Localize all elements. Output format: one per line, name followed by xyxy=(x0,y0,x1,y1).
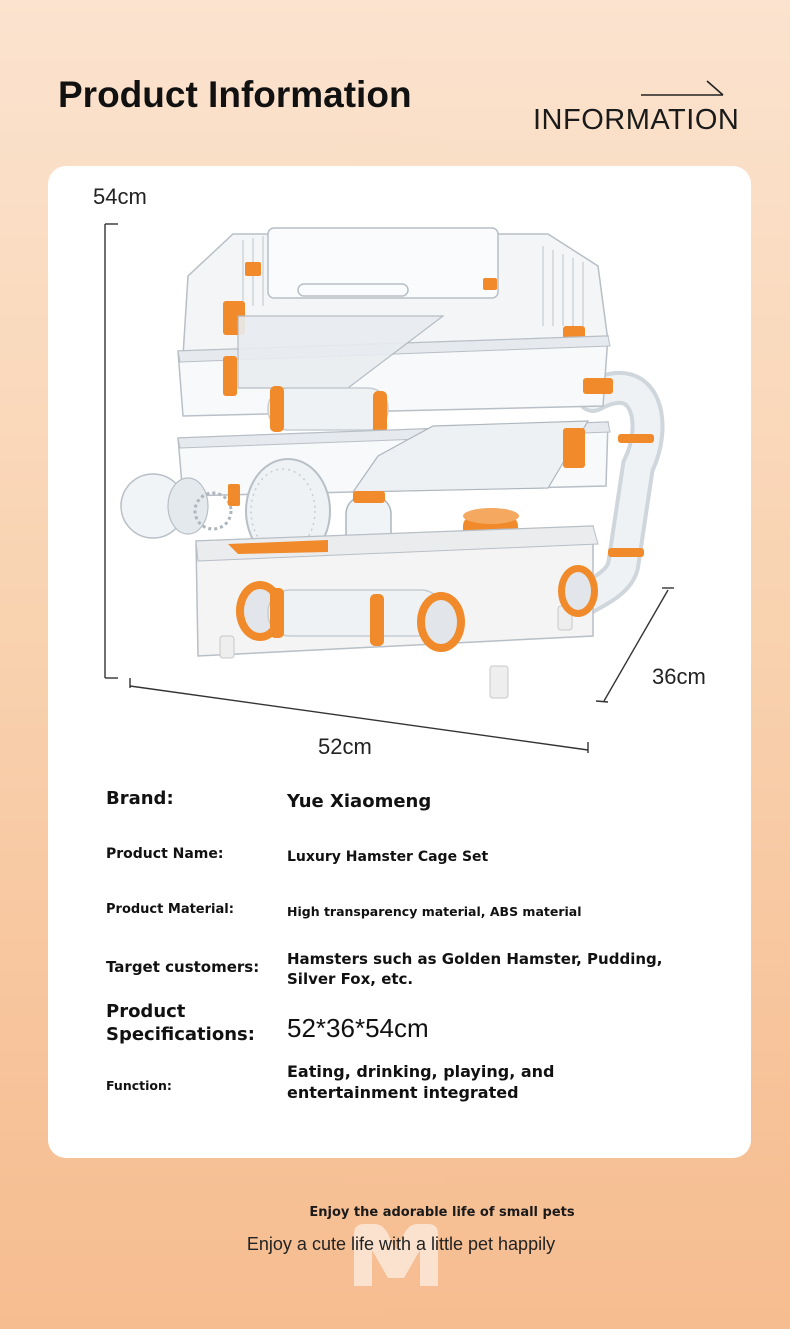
header-arrow-rule xyxy=(641,80,725,98)
spec-value: Yue Xiaomeng xyxy=(287,791,432,812)
product-image xyxy=(48,166,751,786)
information-tag: INFORMATION xyxy=(533,104,740,136)
height-dimension-label: 54cm xyxy=(93,184,147,209)
upper-tube xyxy=(268,386,388,435)
spec-label: Brand: xyxy=(106,788,174,809)
spec-label: Product Specifications: xyxy=(106,1001,255,1046)
spec-value: Eating, drinking, playing, and entertainment integrated xyxy=(287,1062,555,1102)
spec-label: Target customers: xyxy=(106,958,260,976)
width-dimension-label: 52cm xyxy=(318,734,372,759)
page-title: Product Information xyxy=(58,74,412,115)
height-dimension-line xyxy=(105,224,118,678)
spec-value: High transparency material, ABS material xyxy=(287,904,582,919)
spec-label: Function: xyxy=(106,1078,172,1093)
middle-floor xyxy=(178,421,610,496)
hamster-cage-illustration xyxy=(48,166,751,786)
spec-value: Hamsters such as Golden Hamster, Pudding, Silver Fox, etc. xyxy=(287,950,663,988)
spec-label: Product Name: xyxy=(106,846,224,862)
spec-value: Luxury Hamster Cage Set xyxy=(287,849,489,865)
footer-tagline-bold: Enjoy the adorable life of small pets xyxy=(309,1205,575,1220)
spec-value: 52*36*54cm xyxy=(287,1013,429,1043)
logo-watermark xyxy=(350,1220,442,1292)
footer-tagline: Enjoy a cute life with a little pet happily xyxy=(246,1234,556,1254)
depth-dimension-label: 36cm xyxy=(652,664,706,689)
spec-label: Product Material: xyxy=(106,902,234,917)
product-card xyxy=(48,166,751,1158)
